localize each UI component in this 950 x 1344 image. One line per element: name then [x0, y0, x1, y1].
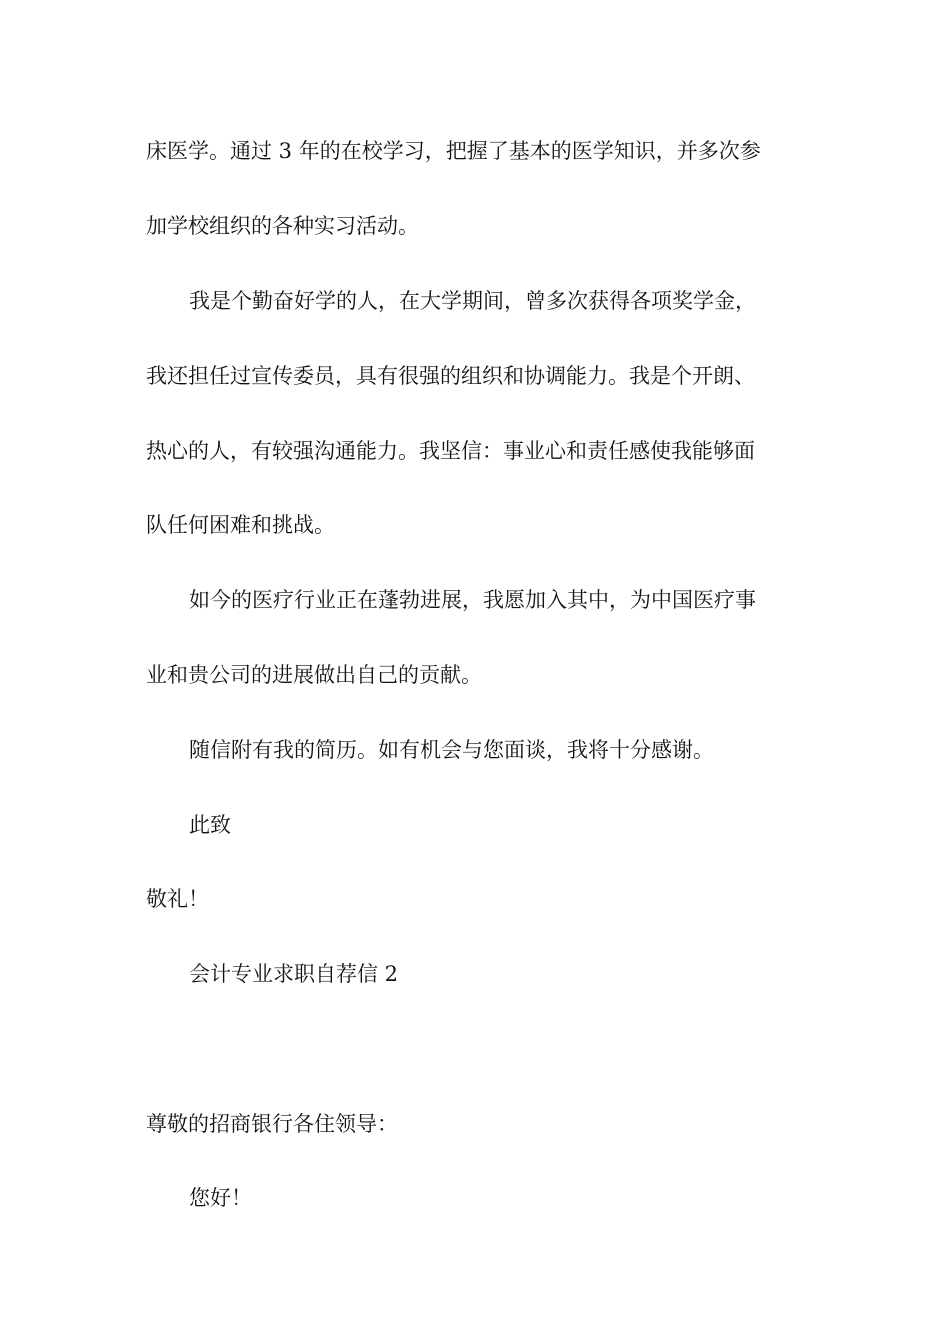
paragraph-line-4: 我还担任过宣传委员，具有很强的组织和协调能力。我是个开朗、 — [146, 364, 755, 388]
paragraph-line-2: 加学校组织的各种实习活动。 — [146, 214, 419, 238]
paragraph-line-9: 随信附有我的简历。如有机会与您面谈，我将十分感谢。 — [189, 738, 714, 762]
closing-regards: 敬礼！ — [146, 887, 209, 911]
paragraph-line-5: 热心的人，有较强沟通能力。我坚信：事业心和责任感使我能够面 — [146, 439, 755, 463]
paragraph-line-3: 我是个勤奋好学的人，在大学期间，曾多次获得各项奖学金， — [189, 289, 756, 313]
letter-hello: 您好！ — [189, 1186, 252, 1210]
letter-greeting: 尊敬的招商银行各住领导： — [146, 1112, 398, 1136]
section-title: 会计专业求职自荐信 2 — [189, 962, 399, 986]
paragraph-line-6: 队任何困难和挑战。 — [146, 513, 335, 537]
closing-salutation: 此致 — [189, 813, 231, 837]
paragraph-line-8: 业和贵公司的进展做出自己的贡献。 — [146, 663, 482, 687]
paragraph-line-7: 如今的医疗行业正在蓬勃进展，我愿加入其中，为中国医疗事 — [189, 588, 756, 612]
paragraph-line-1: 床医学。通过 3 年的在校学习，把握了基本的医学知识，并多次参 — [146, 139, 761, 163]
